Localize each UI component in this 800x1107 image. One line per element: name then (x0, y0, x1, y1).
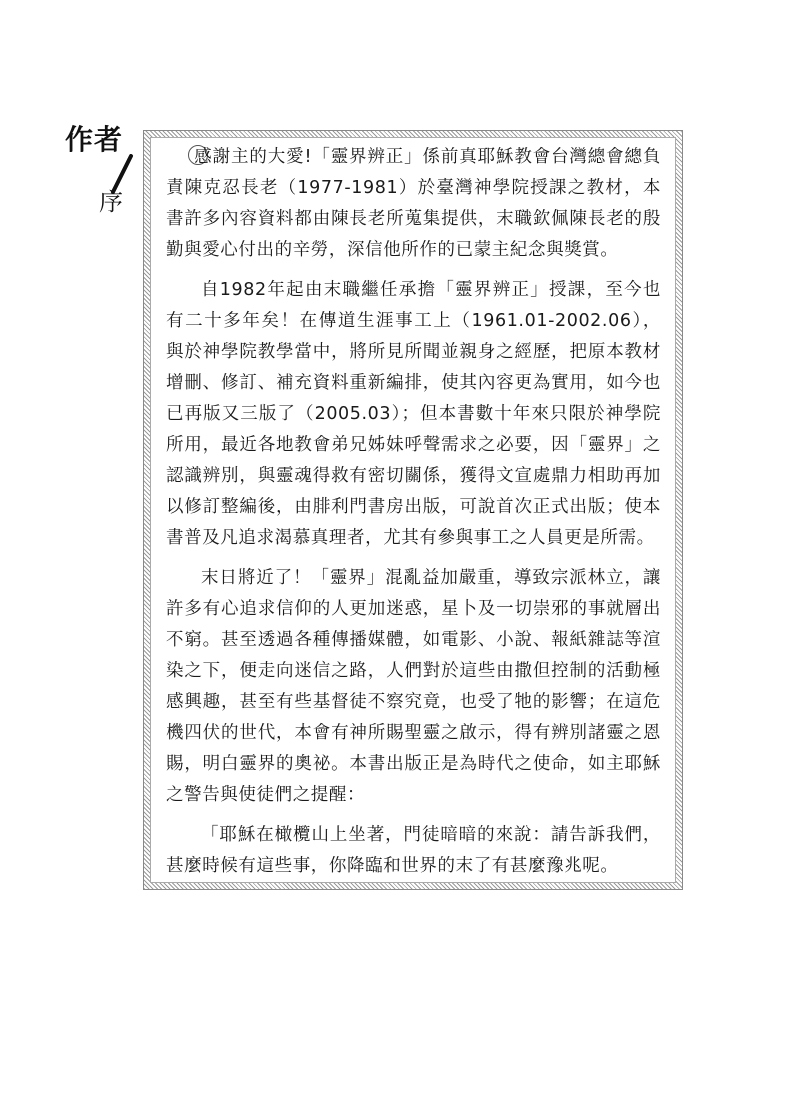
paragraph-4: 「耶穌在橄欖山上坐著，門徒暗暗的來說：請告訴我們，甚麼時候有這些事，你降臨和世界的末了有甚麼豫兆呢。 (166, 825, 661, 876)
heading-subtitle: 序 (99, 188, 123, 216)
preface-frame (143, 130, 683, 890)
heading-title: 作者 (65, 123, 124, 156)
preface-body (150, 137, 676, 883)
paragraph-2: 自1982年起由末職繼任承擔「靈界辨正」授課，至今也有二十多年矣！在傳道生涯事工上（1961.01-2002.06），與於神學院教學當中，將所見所聞並親身之經歷，把原本教材增刪、修訂、補充資料重新編排，使其內容更為實用，如今也已再版又三版了（2005.03）；但本書數十年來只限於神學院所用，最近各地教會弟兄姊妹呼聲需求之必要，因「靈界」之認識辨別，與靈魂得救有密切關係，獲得文宣處鼎力相助再加以修訂整編後，由腓利門書房出版，可說首次正式出版；使本書普及凡追求渴慕真理者，尤其有參與事工之人員更是所需。 (166, 280, 661, 548)
section-heading (65, 118, 145, 218)
paragraph-1 (166, 142, 661, 266)
paragraph-3: 末日將近了！「靈界」混亂益加嚴重，導致宗派林立，讓許多有心追求信仰的人更加迷惑，星卜及一切崇邪的事就層出不窮。甚至透過各種傳播媒體，如電影、小說、報紙雜誌等渲染之下，便走向迷信之路，人們對於這些由撒但控制的活動極感興趣，甚至有些基督徒不察究竟，也受了牠的影響；在這危機四伏的世代，本會有神所賜聖靈之啟示，得有辨別諸靈之恩賜，明白靈界的奧祕。本書出版正是為時代之使命，如主耶穌之警告與使徒們之提醒： (166, 568, 661, 805)
paragraph-1-text: 感謝主的大愛!「靈界辨正」係前真耶穌教會台灣總會總負責陳克忍長老（1977-1981）於臺灣神學院授課之教材，本書許多內容資料都由陳長老所蒐集提供，末職欽佩陳長老的殷勤與愛心付出的辛勞，深信他所作的已蒙主紀念與獎賞。 (166, 147, 661, 260)
